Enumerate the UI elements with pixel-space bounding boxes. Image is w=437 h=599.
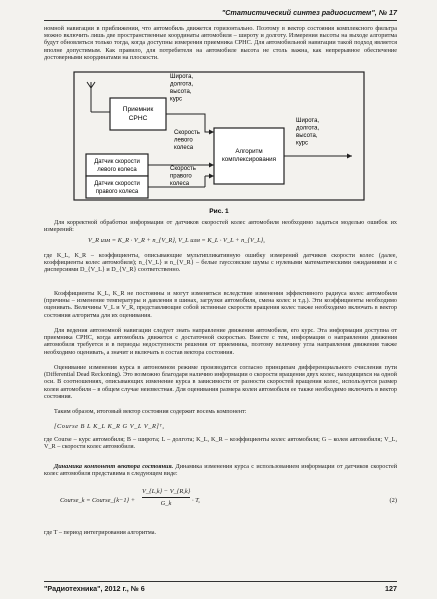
right-sensor-label-2: правого колеса	[95, 189, 139, 195]
receiver-label-1: Приемник	[122, 106, 154, 113]
running-header: "Статистический синтез радиосистем", № 17	[44, 6, 397, 21]
figure-1-diagram	[0, 70, 437, 220]
right-sensor-label-1: Датчик скорости	[94, 181, 140, 187]
paragraph-1: номной навигации в приближении, что автомобиль движется горизонтально. Поэтому в вектор состояния комплексного фильтра можно включить лишь две пространственные координаты автомобиля – широту и долготу. Измерения высоты на выходе алгоритма будут обновляться только тогда, когда доступны измерения приемника СРНС. Для автомобильной навигации такой подход является вполне допустимым. Как правило, для потребителя на автомобиле высота не столь важна, как непрерывное обеспечение достоверными координатами на плоскости.	[44, 25, 397, 61]
receiver-block	[110, 98, 166, 130]
fraction-bar	[142, 497, 190, 498]
paragraph-2: Для корректной обработки информации от датчиков скоростей колес автомобиля необходимо задаться моделью ошибок их измерений:	[44, 219, 397, 234]
paragraph-6: Оценивание изменения курса в автономном режиме производится согласно принципам дифференциального счисления пути (Differential Dead Reckoning). Это возможно благодаря наличию информации о скорости вращения двух колес, находящихся на одной оси. В соотношениях, описывающих изменение курса в зависимости от разности скоростей вращения колес, используется размер колеи автомобиля – в общем случае неизвестная. Для оценивания размера колеи автомобиля ее также необходимо включить в вектор состояния.	[44, 364, 397, 400]
page-number: 127	[385, 584, 397, 593]
right-speed-label: Скорость правого колеса	[170, 166, 196, 187]
paragraph-9-text: Динамика изменения курса с использованием информации от датчиков скоростей колес автомобиля представима в следующем виде:	[44, 463, 397, 478]
left-sensor-label-1: Датчик скорости	[94, 159, 140, 165]
receiver-label-2: СРНС	[128, 115, 148, 122]
section-title: Динамика компонент вектора состояния.	[54, 463, 174, 470]
equation-2-lhs: Course_k = Course_{k−1} +	[60, 497, 136, 504]
algorithm-label-2: комплексирования	[222, 156, 276, 163]
footer-journal: "Радиотехника", 2012 г., № 6	[44, 584, 145, 593]
equation-2-number: (2)	[389, 497, 397, 504]
algorithm-label-1: Алгоритм	[235, 148, 263, 155]
equation-2-tail: · T,	[192, 497, 200, 504]
equation-1: V_R изм = K_R · V_R + n_{V_R}, V_L изм = K_L · V_L + n_{V_L},	[88, 237, 265, 244]
paragraph-5: Для ведения автономной навигации следует знать направление движения автомобиля, его курс. Эта информация доступна от приемника СРНС, когда автомобиль движется с достаточной скоростью. Вместе с тем, информация о направлении движения автомобиля требуется и в периоды недоступности решения от приемника, поэтому величину угла направления движения также необходимо оценивать, а значит и включать в состав вектора состояния.	[44, 327, 397, 356]
figure-caption: Рис. 1	[209, 208, 229, 215]
receiver-out-label: Широта, долгота, высота, курс	[170, 74, 194, 103]
paragraph-7: Таким образом, итоговый вектор состояния содержит восемь компонент:	[54, 408, 247, 415]
antenna-icon	[87, 82, 110, 112]
state-vector: [Course B L K_L K_R G V_L V_R]ᵀ,	[54, 423, 165, 430]
page-footer	[44, 581, 397, 594]
output-label: Широта, долгота, высота, курс	[296, 118, 320, 147]
paragraph-4: Коэффициенты K_L, K_R не постоянны и могут изменяться вследствие изменения эффективного радиуса колес автомобиля (причины – изменение температуры и давления в шинах, загрузки автомобиля, смена колес и т.д.). Эти коэффициенты необходимо оценивать. Величины V_L и V_R, представляющие собой истинные скорости вращения колес также необходимо включать в вектор состояния алгоритма для их оценивания.	[44, 290, 397, 319]
equation-2	[60, 488, 260, 518]
paragraph-3: где K_L, K_R – коэффициенты, описывающие мультипликативную ошибку измерений датчиков скорости колес (далее, коэффициенты колес автомобиля); n_{V_L} и n_{V_R} – белые гауссовские шумы с нулевыми математическими ожиданиями и с дисперсиями D_{V_L} и D_{V_R} соответственно.	[44, 252, 397, 274]
left-sensor-label-2: левого колеса	[97, 167, 137, 173]
equation-2-numerator: V_{L,k} − V_{R,k}	[142, 488, 191, 495]
paragraph-8: где Course – курс автомобиля; B – широта; L – долгота; K_L, K_R – коэффициенты колес автомобиля; G – колея автомобиля; V_L, V_R – скорости колес автомобиля.	[44, 436, 397, 451]
left-speed-label: Скорость левого колеса	[174, 130, 200, 151]
paragraph-10: где T – период интегрирования алгоритма.	[44, 529, 157, 536]
equation-2-denominator: G_k	[160, 500, 172, 507]
paragraph-9	[44, 463, 397, 478]
